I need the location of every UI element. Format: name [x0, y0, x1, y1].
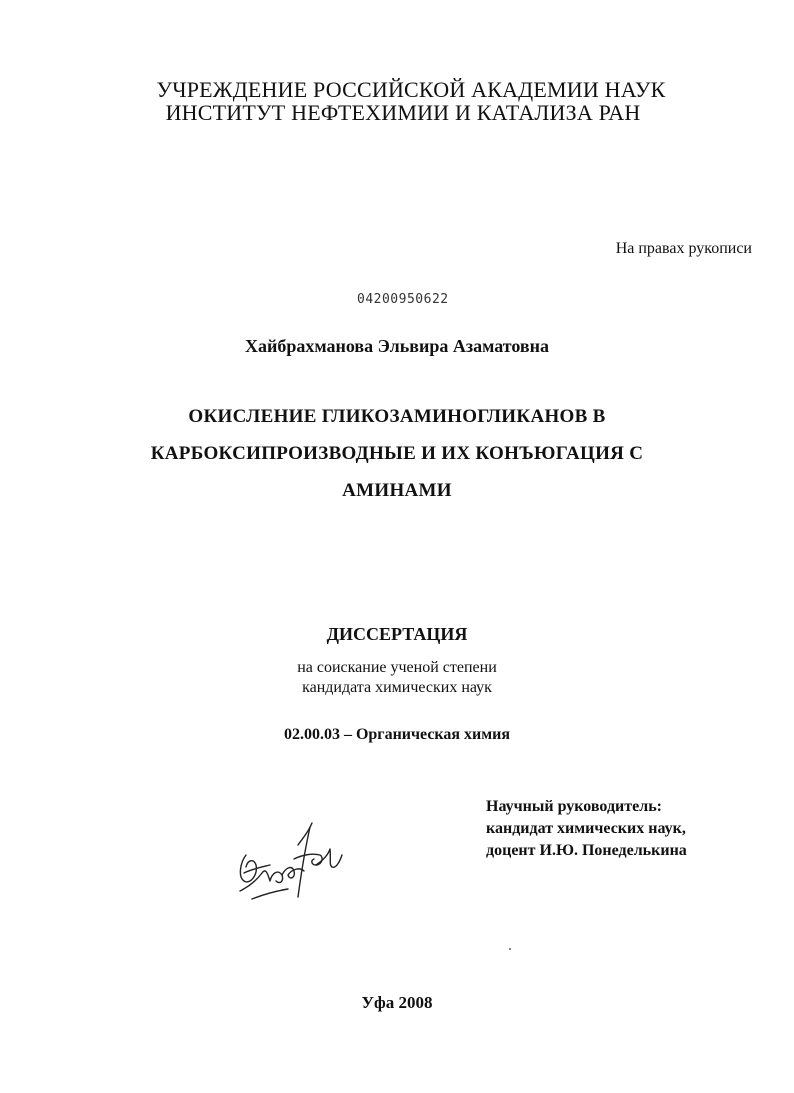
author-name: Хайбрахманова Эльвира Азаматовна: [244, 336, 549, 356]
advisor-line-2: кандидат химических наук,: [486, 820, 686, 837]
scan-speck: [509, 948, 511, 950]
archive-number: 04200950622: [357, 292, 449, 307]
dissertation-title: [0, 398, 794, 509]
city-year: Уфа 2008: [361, 993, 433, 1012]
institution-line-2: ИНСТИТУТ НЕФТЕХИМИИ И КАТАЛИЗА РАН: [165, 100, 641, 125]
degree-line-2: кандидата химических наук: [302, 679, 492, 696]
signature-icon: [232, 815, 347, 910]
degree-line-1: на соискание ученой степени: [297, 659, 497, 676]
advisor-block: [486, 796, 687, 862]
advisor-line-3: доцент И.Ю. Понеделькина: [486, 842, 687, 859]
institution-line-1: УЧРЕЖДЕНИЕ РОССИЙСКОЙ АКАДЕМИИ НАУК: [156, 77, 666, 102]
rights-note: На правах рукописи: [615, 240, 752, 257]
title-line-2: КАРБОКСИПРОИЗВОДНЫЕ И ИХ КОНЪЮГАЦИЯ С: [150, 443, 644, 464]
title-line-3: АМИНАМИ: [342, 480, 452, 501]
specialty-code: 02.00.03 – Органическая химия: [283, 726, 511, 743]
advisor-line-1: Научный руководитель:: [486, 798, 662, 815]
document-type: ДИССЕРТАЦИЯ: [326, 624, 468, 644]
title-line-1: ОКИСЛЕНИЕ ГЛИКОЗАМИНОГЛИКАНОВ В: [188, 406, 606, 427]
degree-block: [0, 658, 794, 698]
